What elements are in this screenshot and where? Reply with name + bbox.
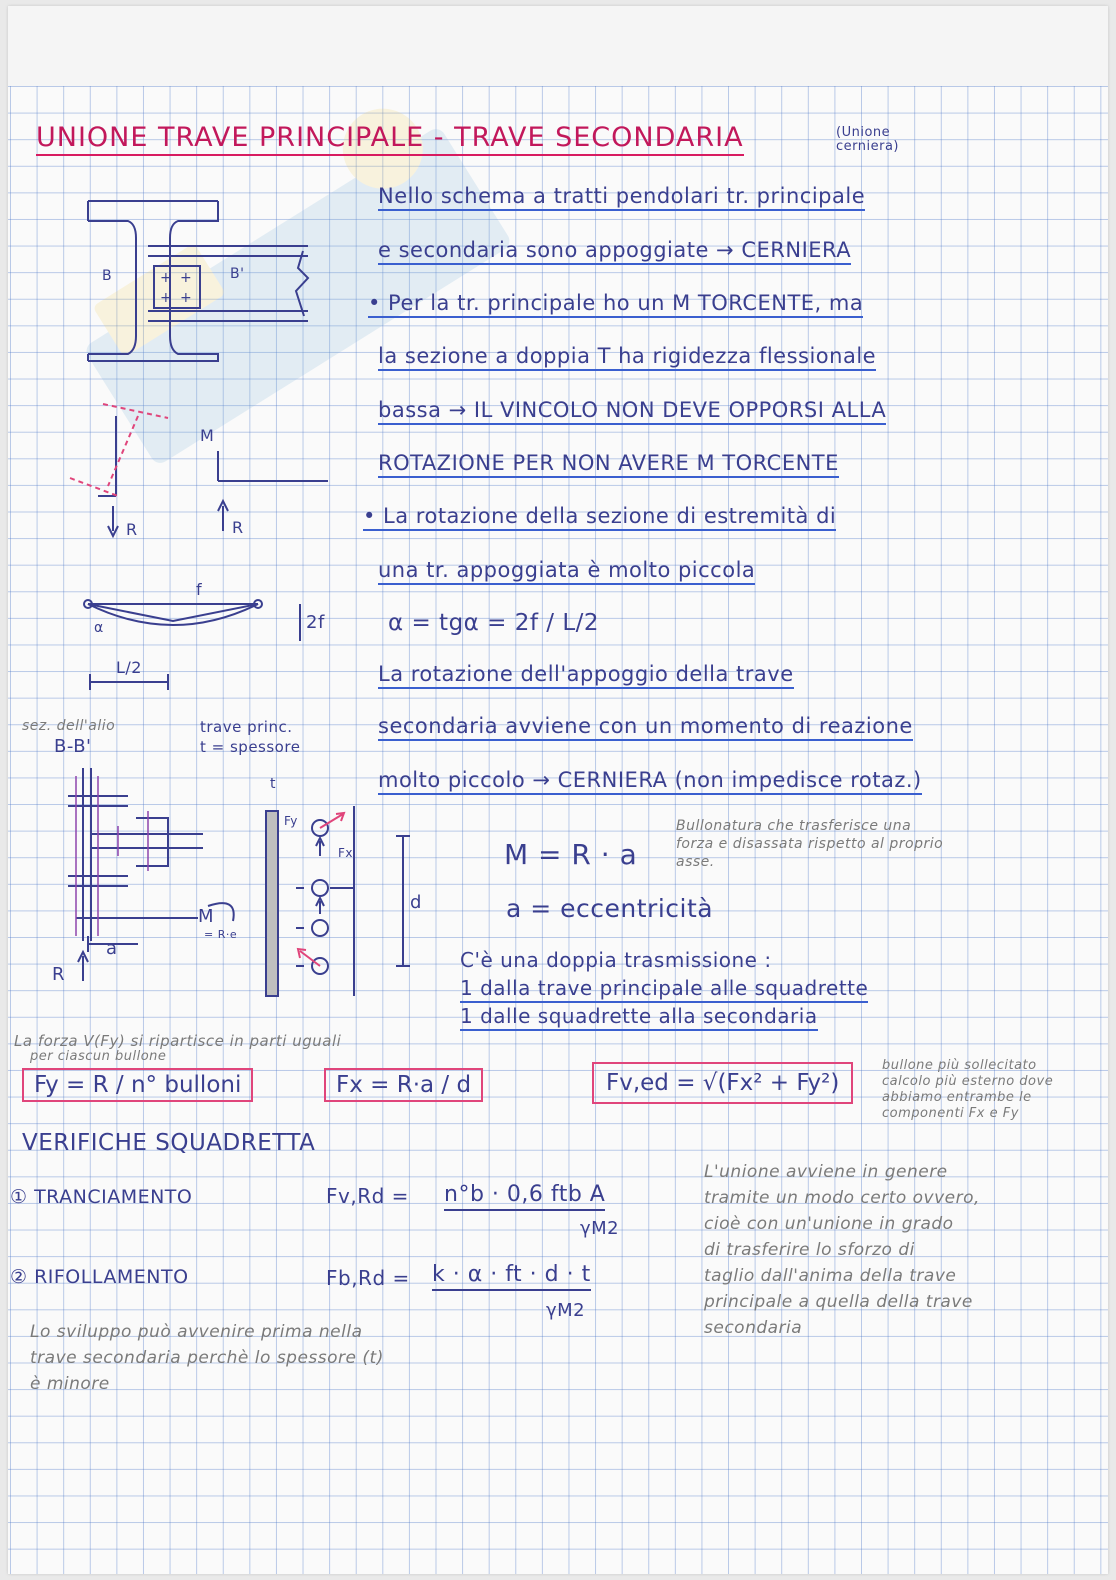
check-formula-lhs: Fv,Rd = — [326, 1184, 409, 1208]
box-note-line: calcolo più esterno dove — [882, 1074, 1054, 1089]
label-r-right: R — [232, 518, 244, 537]
notebook-page — [8, 6, 1108, 1574]
svg-text:+: + — [160, 290, 172, 306]
label-fx-small: Fx — [338, 846, 354, 860]
label-alpha: α — [94, 620, 104, 636]
label-r-bottom: R — [52, 964, 66, 985]
paragraph-line: • La rotazione della sezione di estremità di — [363, 504, 836, 531]
rotation-dashed — [70, 404, 168, 496]
label-2f: 2f — [306, 612, 325, 633]
bottom-note-line: trave secondaria perchè lo spessore (t) — [30, 1348, 384, 1368]
force-note-line: La forza V(Fy) si ripartisce in parti uguali — [14, 1032, 342, 1050]
label-fy-small: Fy — [284, 814, 298, 828]
right-note-line: tramite un modo certo ovvero, — [704, 1188, 980, 1208]
label-spessore: t = spessore — [200, 738, 301, 756]
bolt-plus-marks — [160, 270, 192, 306]
transmission-line: 1 dalle squadrette alla secondaria — [460, 1004, 818, 1031]
check-label: ② RIFOLLAMENTO — [10, 1266, 189, 1288]
eccentricity-formula: a = eccentricità — [506, 894, 714, 923]
svg-text:+: + — [180, 270, 192, 286]
right-note-line: cioè con un'unione in grado — [704, 1214, 954, 1234]
label-f: f — [196, 580, 203, 599]
right-note-line: taglio dall'anima della trave — [704, 1266, 957, 1286]
alpha-formula: α = tgα = 2f / L/2 — [388, 610, 600, 636]
label-b-prime: B' — [230, 266, 245, 282]
paragraph-line: • Per la tr. principale ho un M TORCENTE, ma — [368, 291, 863, 318]
check-formula-lhs: Fb,Rd = — [326, 1266, 410, 1290]
fx-formula-box: Fx = R·a / d — [324, 1068, 483, 1102]
check-formula-numerator: k · α · ft · d · t — [432, 1262, 591, 1291]
right-note-line: L'unione avviene in genere — [704, 1162, 948, 1182]
label-section-title: sez. dell'alio — [22, 718, 116, 734]
right-note-line: di trasferire lo sforzo di — [704, 1240, 915, 1260]
label-trave-princ: trave princ. — [200, 718, 293, 736]
label-m-small: M — [198, 906, 215, 927]
transmission-line: C'è una doppia trasmissione : — [460, 948, 772, 972]
bolt-note-line: forza e disassata rispetto al proprio — [676, 836, 944, 852]
label-m: M — [200, 426, 215, 445]
box-note-line: componenti Fx e Fy — [882, 1106, 1019, 1121]
paragraph-line: secondaria avviene con un momento di reazione — [378, 714, 913, 741]
bolt-note-line: Bullonatura che trasferisce una — [676, 818, 912, 834]
paragraph-line: ROTAZIONE PER NON AVERE M TORCENTE — [378, 451, 839, 478]
label-d: d — [410, 892, 422, 913]
paragraph-line: la sezione a doppia T ha rigidezza flessionale — [378, 344, 876, 371]
verifiche-title: VERIFICHE SQUADRETTA — [22, 1130, 316, 1156]
force-note-line: per ciascun bullone — [30, 1049, 167, 1064]
paragraph-line: una tr. appoggiata è molto piccola — [378, 558, 755, 585]
section-sketch — [68, 768, 203, 941]
sketch-layer — [8, 6, 1108, 1574]
check-formula-denominator: γM2 — [580, 1218, 620, 1239]
moment-formula: M = R · a — [504, 838, 638, 871]
paragraph-line: e secondaria sono appoggiate → CERNIERA — [378, 238, 851, 265]
label-r-left: R — [126, 520, 138, 539]
label-b: B — [102, 268, 113, 284]
fy-formula-box: Fy = R / n° bulloni — [22, 1068, 253, 1102]
fv-formula-box: Fv,ed = √(Fx² + Fy²) — [592, 1062, 853, 1104]
check-formula-numerator: n°b · 0,6 ftb A — [444, 1182, 605, 1211]
label-rxe: = R·e — [204, 928, 238, 941]
paragraph-line: bassa → IL VINCOLO NON DEVE OPPORSI ALLA — [378, 398, 886, 425]
right-note-line: principale a quella della trave — [704, 1292, 973, 1312]
check-formula-denominator: γM2 — [546, 1300, 586, 1321]
paragraph-line: molto piccolo → CERNIERA (non impedisce rotaz.) — [378, 768, 922, 795]
check-label: ① TRANCIAMENTO — [10, 1186, 193, 1208]
beam-connection-sketch — [88, 201, 308, 361]
box-note-line: bullone più sollecitato — [882, 1058, 1037, 1073]
page-title: UNIONE TRAVE PRINCIPALE - TRAVE SECONDARIA — [36, 122, 744, 156]
label-t: t — [270, 776, 276, 792]
right-note-line: secondaria — [704, 1318, 803, 1338]
transmission-line: 1 dalla trave principale alle squadrette — [460, 976, 868, 1003]
bottom-note-line: è minore — [30, 1374, 110, 1394]
bottom-note-line: Lo sviluppo può avvenire prima nella — [30, 1322, 363, 1342]
paragraph-line: Nello schema a tratti pendolari tr. principale — [378, 184, 865, 211]
box-note-line: abbiamo entrambe le — [882, 1090, 1032, 1105]
label-a: a — [106, 938, 118, 959]
bolt-note-line: asse. — [676, 854, 715, 870]
paragraph-line: La rotazione dell'appoggio della trave — [378, 662, 794, 689]
svg-text:+: + — [160, 270, 172, 286]
label-section-bb: B-B' — [54, 736, 92, 757]
svg-text:+: + — [180, 290, 192, 306]
label-l-half: L/2 — [116, 658, 142, 677]
title-note: (Unione cerniera) — [836, 125, 899, 154]
section-purple — [76, 776, 148, 936]
